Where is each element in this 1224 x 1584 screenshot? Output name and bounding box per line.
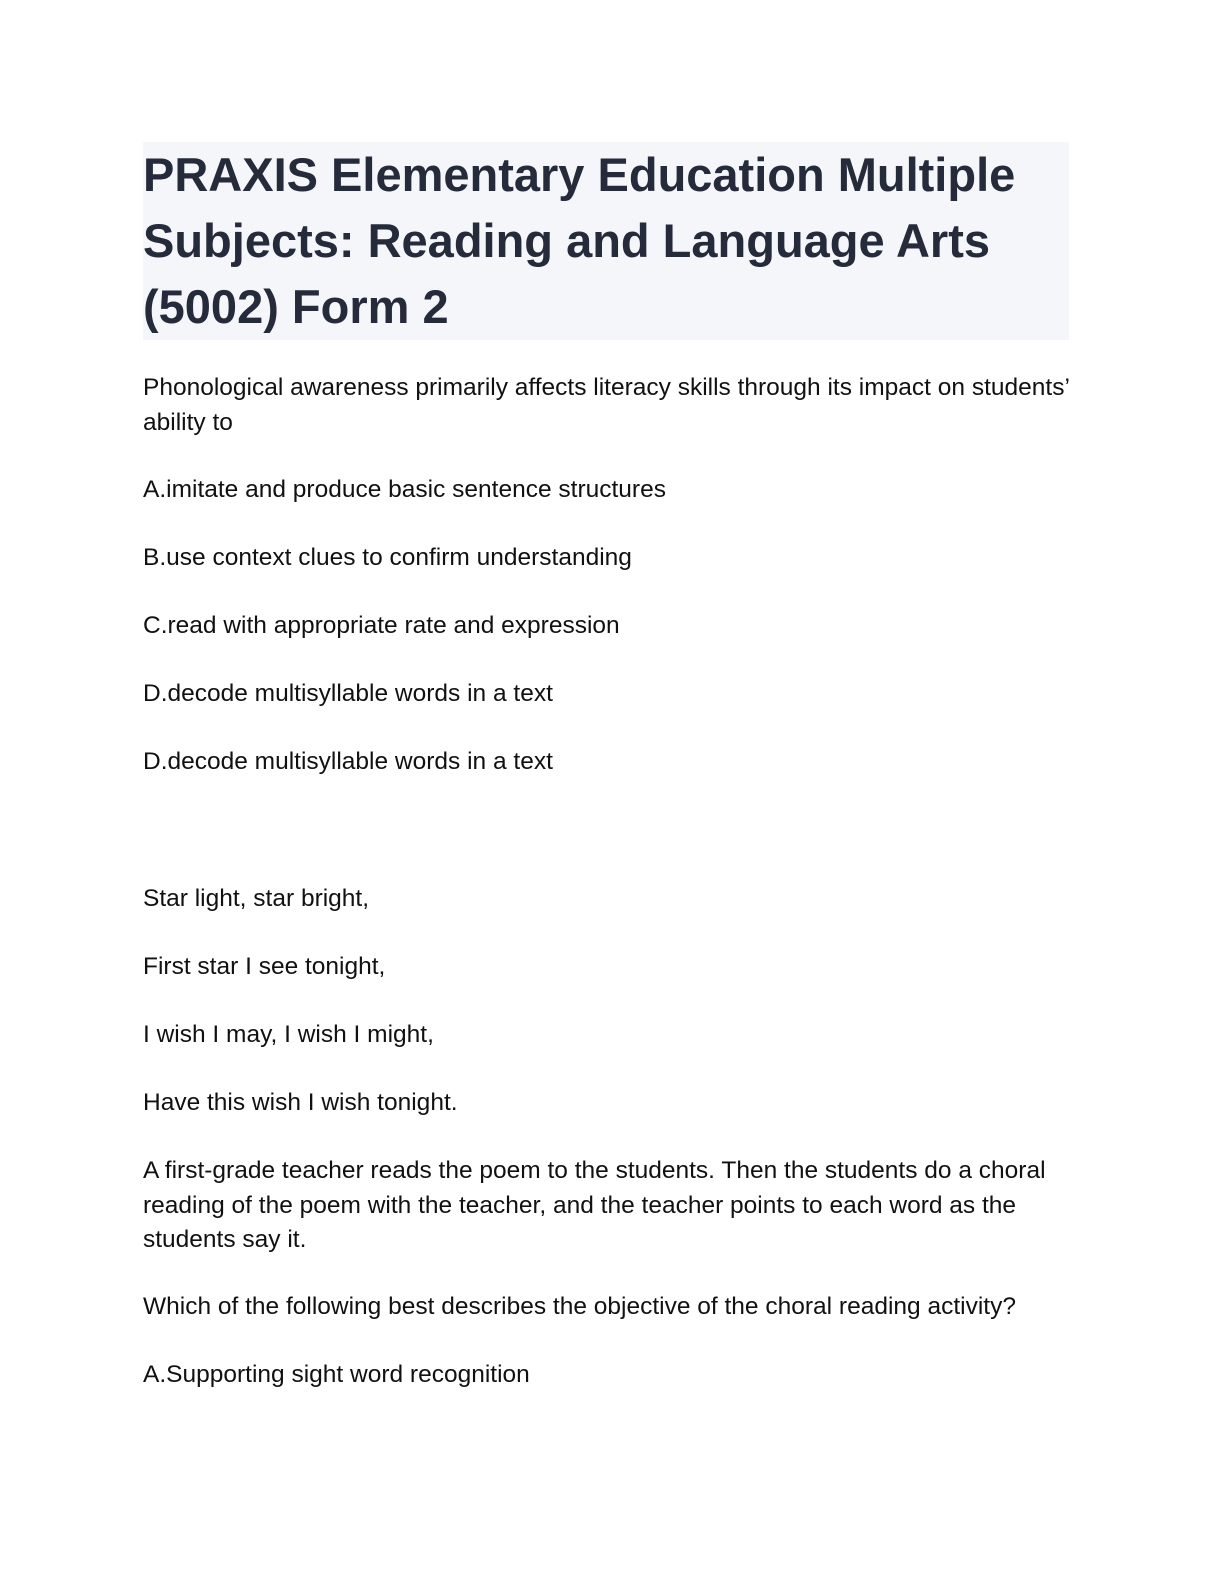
page-title: PRAXIS Elementary Education Multiple Subjects: Reading and Language Arts (5002) Form 2 — [143, 148, 1016, 333]
question-1-option-a: A.imitate and produce basic sentence structures — [143, 476, 666, 503]
question-2-option-a: A.Supporting sight word recognition — [143, 1361, 530, 1388]
poem-line-3: I wish I may, I wish I might, — [143, 1021, 434, 1048]
question-1-option-b: B.use context clues to confirm understanding — [143, 544, 632, 571]
question-2-stem: Which of the following best describes the objective of the choral reading activity? — [143, 1293, 1016, 1320]
question-2-context: A first-grade teacher reads the poem to the students. Then the students do a choral reading of the poem with the teacher, and the teacher points to each word as the students say it. — [143, 1157, 1046, 1253]
question-1-stem: Phonological awareness primarily affects literacy skills through its impact on students’ ability to — [143, 374, 1069, 436]
question-1-option-c: C.read with appropriate rate and expression — [143, 612, 620, 639]
poem-line-2: First star I see tonight, — [143, 953, 386, 980]
poem-line-4: Have this wish I wish tonight. — [143, 1089, 458, 1116]
poem-line-1: Star light, star bright, — [143, 885, 370, 912]
question-1-option-d: D.decode multisyllable words in a text — [143, 680, 553, 707]
title-banner — [143, 142, 1069, 340]
question-1-answer: D.decode multisyllable words in a text — [143, 748, 553, 775]
